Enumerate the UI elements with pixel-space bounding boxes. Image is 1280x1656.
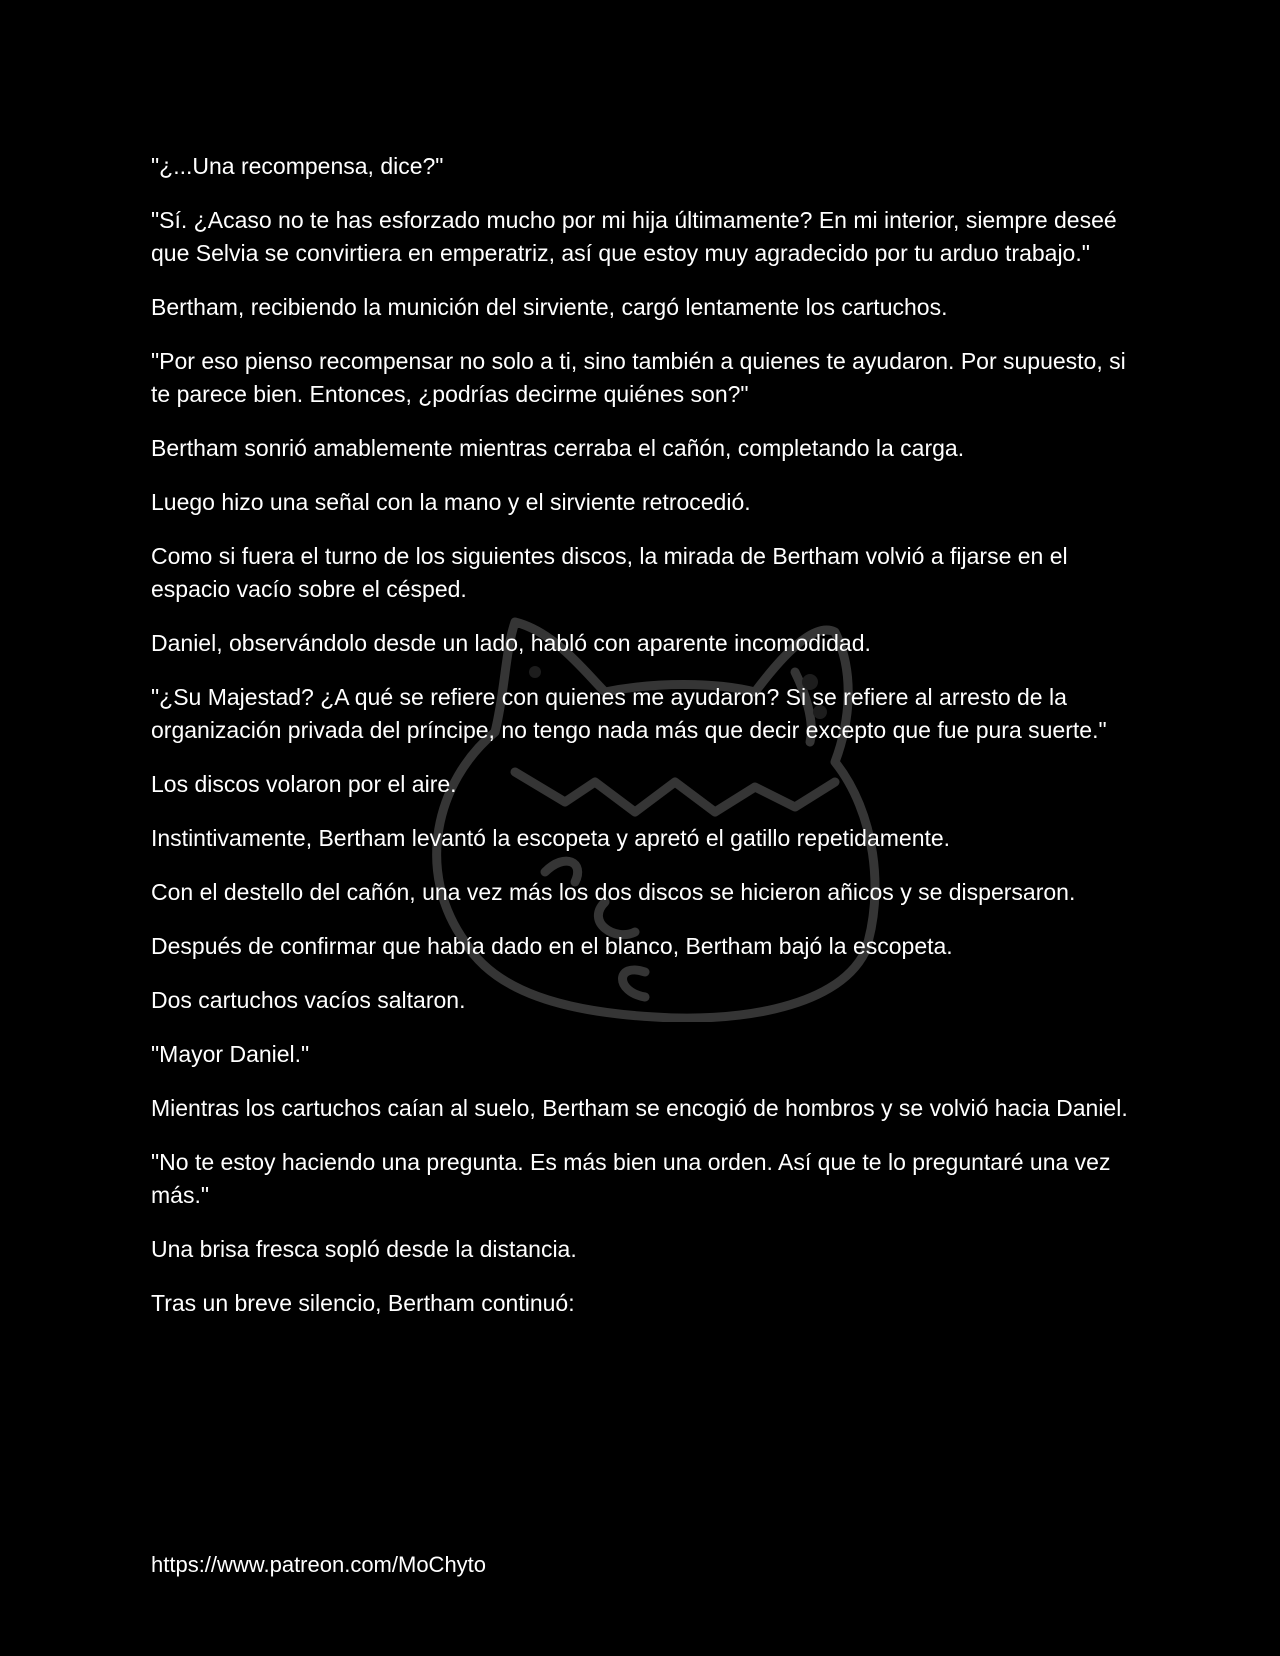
paragraph: Bertham, recibiendo la munición del sirviente, cargó lentamente los cartuchos. [151,294,948,320]
paragraph: Como si fuera el turno de los siguientes discos, la mirada de Bertham volvió a fijarse en el espacio vacío sobre el césped. [151,543,1068,602]
paragraph: Daniel, observándolo desde un lado, habló con aparente incomodidad. [151,630,871,656]
patreon-link[interactable]: https://www.patreon.com/MoChyto [151,1552,487,1577]
paragraph: Instintivamente, Bertham levantó la escopeta y apretó el gatillo repetidamente. [151,825,951,851]
paragraph: Los discos volaron por el aire. [151,771,457,797]
paragraph: Bertham sonrió amablemente mientras cerraba el cañón, completando la carga. [151,435,965,461]
paragraph: "¿...Una recompensa, dice?" [151,153,444,179]
paragraph: "Mayor Daniel." [151,1041,310,1067]
story-text [151,150,1141,1341]
paragraph: Tras un breve silencio, Bertham continuó: [151,1290,575,1316]
paragraph: "¿Su Majestad? ¿A qué se refiere con quienes me ayudaron? Si se refiere al arresto de la organización privada del príncipe, no tengo nada más que decir excepto que fue pura suerte." [151,684,1107,743]
paragraph: Una brisa fresca sopló desde la distancia. [151,1236,577,1262]
paragraph: "Por eso pienso recompensar no solo a ti, sino también a quienes te ayudaron. Por supuesto, si te parece bien. Entonces, ¿podrías decirme quiénes son?" [151,348,1126,407]
paragraph: "No te estoy haciendo una pregunta. Es más bien una orden. Así que te lo preguntaré una vez más." [151,1149,1111,1208]
paragraph: Mientras los cartuchos caían al suelo, Bertham se encogió de hombros y se volvió hacia Daniel. [151,1095,1128,1121]
paragraph: Con el destello del cañón, una vez más los dos discos se hicieron añicos y se dispersaron. [151,879,1076,905]
paragraph: Después de confirmar que había dado en el blanco, Bertham bajó la escopeta. [151,933,953,959]
paragraph: Dos cartuchos vacíos saltaron. [151,987,466,1013]
paragraph: Luego hizo una señal con la mano y el sirviente retrocedió. [151,489,751,515]
paragraph: "Sí. ¿Acaso no te has esforzado mucho por mi hija últimamente? En mi interior, siempre deseé que Selvia se convirtiera en emperatriz, así que estoy muy agradecido por tu arduo trabajo." [151,207,1117,266]
